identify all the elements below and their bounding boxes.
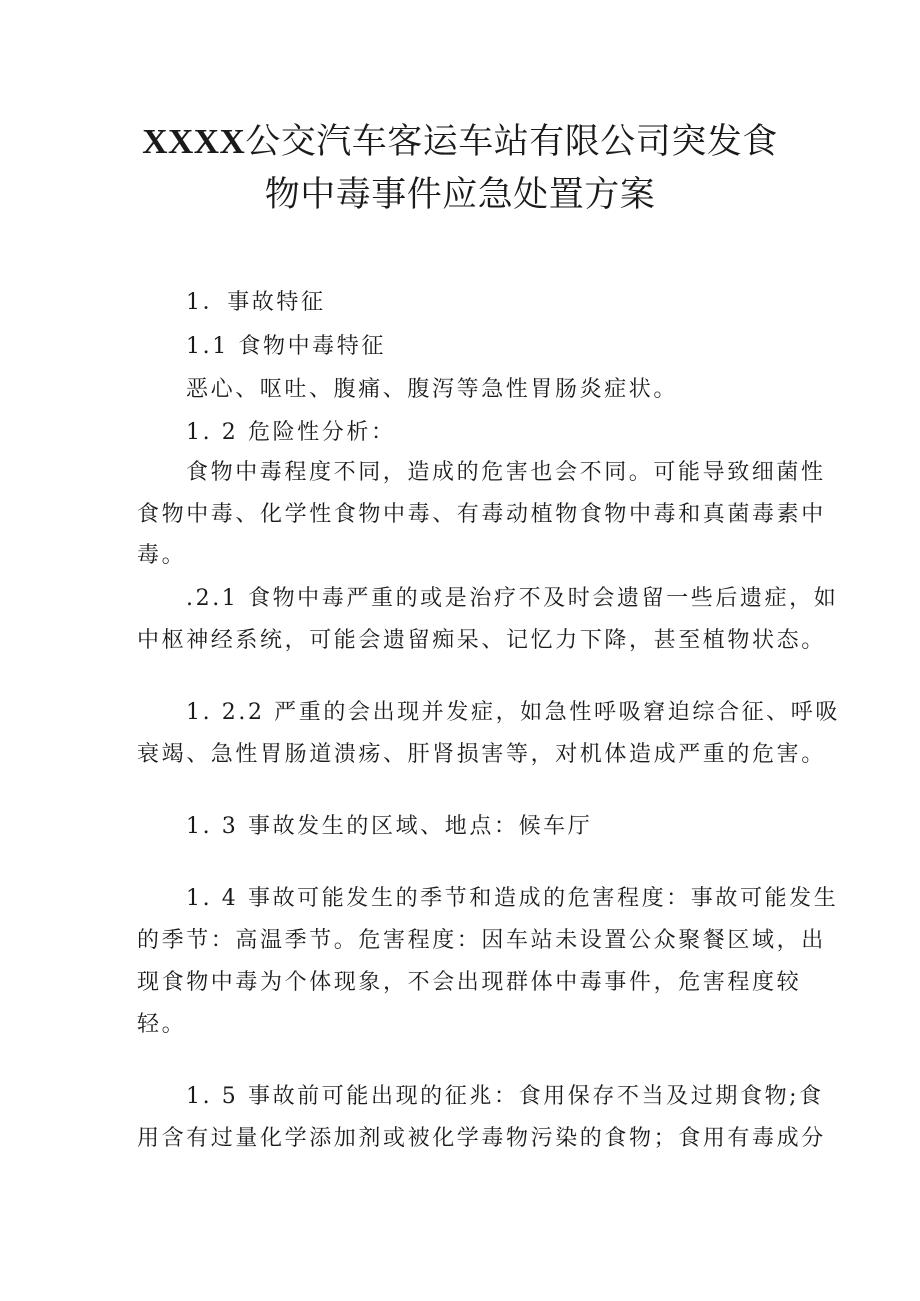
subsection-heading-1-3: 1. 3 事故发生的区域、地点：候车厅 xyxy=(186,814,593,839)
paragraph-symptoms: 恶心、呕吐、腹痛、腹泻等急性胃肠炎症状。 xyxy=(186,377,679,402)
subsection-heading-1-1: 1.1 食物中毒特征 xyxy=(186,334,386,359)
title-company-placeholder: XXXX xyxy=(142,122,246,161)
paragraph-1-2-2-line-2: 衰竭、急性胃肠道溃疡、肝肾损害等，对机体造成严重的危害。 xyxy=(137,742,826,767)
paragraph-1-5-line-2: 用含有过量化学添加剂或被化学毒物污染的食物；食用有毒成分 xyxy=(137,1126,826,1151)
document-title-line-2: 物中毒事件应急处置方案 xyxy=(264,175,656,215)
paragraph-risk-line-3: 毒。 xyxy=(137,543,187,568)
section-heading-1: 1．事故特征 xyxy=(186,290,326,315)
paragraph-1-4-line-3: 现食物中毒为个体现象，不会出现群体中毒事件，危害程度较 xyxy=(137,970,802,995)
paragraph-risk-line-1: 食物中毒程度不同，造成的危害也会不同。可能导致细菌性 xyxy=(186,460,826,485)
paragraph-1-2-1-line-1: .2.1 食物中毒严重的或是治疗不及时会遗留一些后遗症，如 xyxy=(186,586,839,611)
paragraph-1-4-line-2: 的季节：高温季节。危害程度：因车站未设置公众聚餐区域，出 xyxy=(137,928,826,953)
subsection-heading-1-2: 1. 2 危险性分析： xyxy=(186,420,396,445)
paragraph-1-4-line-4: 轻。 xyxy=(137,1012,187,1037)
paragraph-1-4-line-1: 1. 4 事故可能发生的季节和造成的危害程度：事故可能发生 xyxy=(186,886,839,911)
paragraph-1-2-1-line-2: 中枢神经系统，可能会遗留痴呆、记忆力下降，甚至植物状态。 xyxy=(137,628,826,653)
paragraph-1-5-line-1: 1. 5 事故前可能出现的征兆：食用保存不当及过期食物;食 xyxy=(186,1084,824,1109)
title-text-1: 公交汽车客运车站有限公司突发食 xyxy=(245,122,778,162)
paragraph-risk-line-2: 食物中毒、化学性食物中毒、有毒动植物食物中毒和真菌毒素中 xyxy=(137,502,826,527)
document-title-line-1 xyxy=(0,122,920,162)
paragraph-1-2-2-line-1: 1. 2.2 严重的会出现并发症，如急性呼吸窘迫综合征、呼吸 xyxy=(186,700,840,725)
